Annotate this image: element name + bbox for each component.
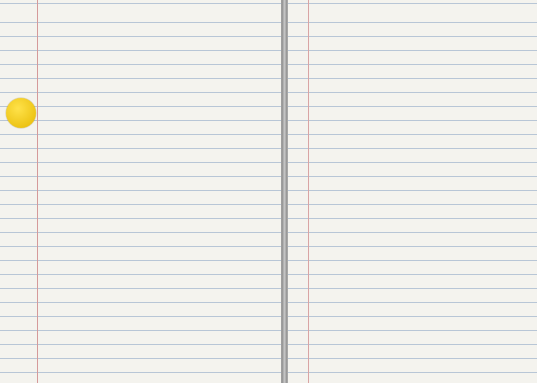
you-did-it-sticker [6,98,36,128]
right-page [287,0,537,383]
left-margin-line [37,0,38,383]
right-margin-line [308,0,309,383]
